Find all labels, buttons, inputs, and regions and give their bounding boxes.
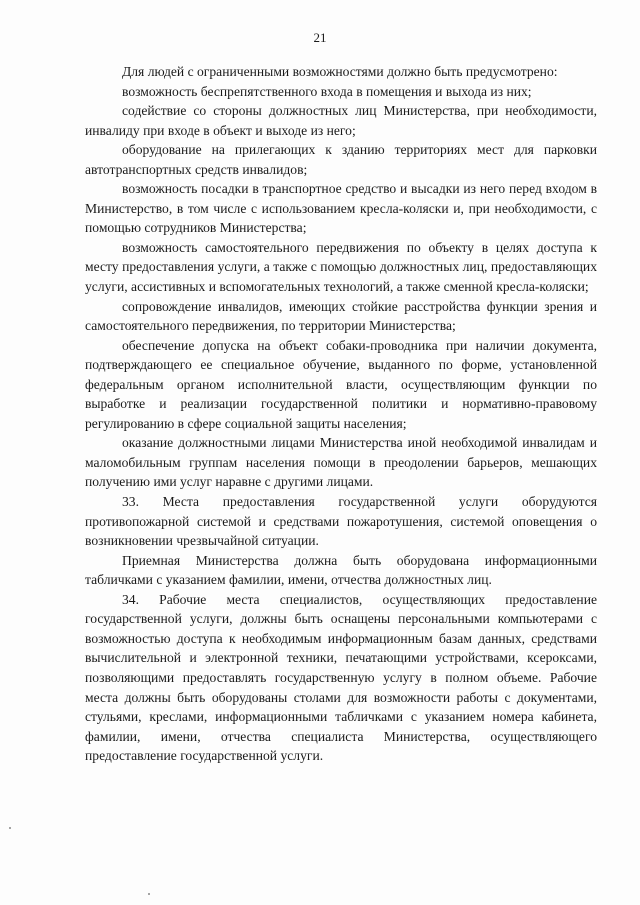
paragraph-entrance: возможность беспрепятственного входа в помещения и выхода из них;: [122, 83, 532, 99]
paragraph-movement: возможность самостоятельного передвижения по объекту в целях доступа к месту предоставления услуги, а также с помощью должностных лиц, предоставляющих услуги, ассистивных и вспомогательных технологий, а также сменной кресла-коляски;: [85, 239, 597, 295]
paragraph-guide-dog: обеспечение допуска на объект собаки-проводника при наличии документа, подтверждающего ее специальное обучение, выданного по форме, установленной федеральным органом исполнительной власти, осуществляющим функции по выработке и реализации государственной политики и нормативно-правовому регулированию в сфере социальной защиты населения;: [85, 337, 597, 431]
scan-speck: [148, 893, 150, 895]
paragraph-reception: Приемная Министерства должна быть оборудована информационными табличками с указанием фамилии, имени, отчества должностных лиц.: [85, 552, 597, 588]
paragraph-parking: оборудование на прилегающих к зданию территориях мест для парковки автотранспортных средств инвалидов;: [85, 142, 597, 177]
paragraph-transport: возможность посадки в транспортное средство и высадки из него перед входом в Министерство, в том числе с использованием кресла-коляски и, при необходимости, с помощью сотрудников Министерства;: [85, 181, 597, 236]
document-body: [85, 62, 597, 766]
page-number: 21: [313, 30, 327, 45]
paragraph-assistance: содействие со стороны должностных лиц Министерства, при необходимости, инвалиду при входе в объект и выходе из него;: [85, 103, 597, 138]
paragraph-section-33: 33. Места предоставления государственной услуги оборудуются противопожарной системой и средствами пожаротушения, системой оповещения о возникновении чрезвычайной ситуации.: [85, 494, 597, 549]
scan-speck: [9, 827, 11, 829]
paragraph-other-help: оказание должностными лицами Министерства иной необходимой инвалидам и маломобильным группам населения помощи в преодолении барьеров, мешающих получению ими услуг наравне с другими лицами.: [85, 435, 597, 490]
paragraph-section-34: 34. Рабочие места специалистов, осуществляющих предоставление государственной услуги, должны быть оснащены персональными компьютерами с возможностью доступа к необходимым информационным базам данных, средствами вычислительной и электронной техники, печатающими устройствами, ксероксами, позволяющими предоставлять государственную услугу в полном объеме. Рабочие места должны быть оборудованы столами для возможности работы с документами, стульями, креслами, информационными табличками с указанием номера кабинета, фамилии, имени, отчества специалиста Министерства, осуществляющего предоставление государственной услуги.: [85, 591, 597, 764]
paragraph-escort: сопровождение инвалидов, имеющих стойкие расстройства функции зрения и самостоятельного передвижения, по территории Министерства;: [85, 298, 597, 334]
paragraph-intro: Для людей с ограниченными возможностями должно быть предусмотрено:: [122, 64, 558, 79]
